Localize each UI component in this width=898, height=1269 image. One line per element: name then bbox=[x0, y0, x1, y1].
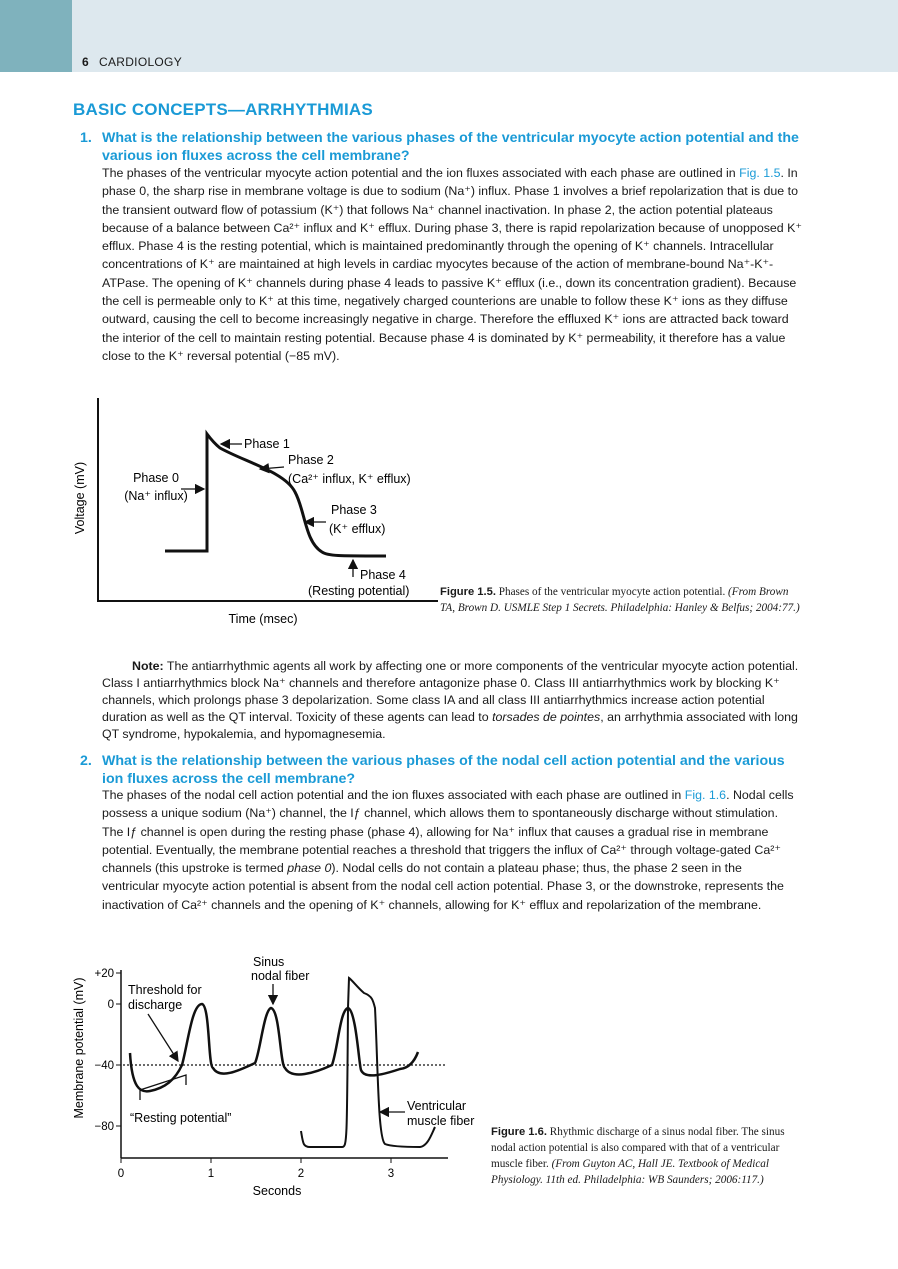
question-1 bbox=[80, 129, 800, 165]
y-tick-label: −80 bbox=[94, 1121, 114, 1133]
x-tick-label: 2 bbox=[297, 1168, 305, 1180]
figure-1-6 bbox=[60, 948, 490, 1203]
x-ticks bbox=[118, 1158, 394, 1180]
running-header bbox=[82, 55, 182, 69]
question-text: What is the relationship between the various phases of the nodal cell action potential and the various ion fluxes across the cell membrane? bbox=[102, 753, 785, 787]
note-text: The antiarrhythmic agents all work by affecting one or more components of the ventricular myocyte action potential. Class I antiarrhythmics block Na⁺ channels and therefore antagonize phase 0. Class III antiarrhythmics work by blocking K⁺ channels, which prolongs phase 3 depolarization. Some class IA and all class III antiarrhythmics increase action potential duration as well as the QT interval. Toxicity of these agents can lead to bbox=[102, 659, 799, 724]
ventricular-label: Ventricular bbox=[407, 1099, 467, 1113]
threshold-label: discharge bbox=[128, 998, 183, 1012]
phase-4-sub: (Resting potential) bbox=[308, 584, 410, 598]
figure-1-6-caption bbox=[491, 1124, 796, 1188]
phase-3-label: Phase 3 bbox=[331, 503, 377, 517]
phase-0-label: Phase 0 bbox=[133, 471, 179, 485]
y-axis-label: Membrane potential (mV) bbox=[72, 977, 86, 1119]
answer-italic: phase 0 bbox=[287, 861, 332, 876]
threshold-label: Threshold for bbox=[128, 983, 202, 997]
phase-0-sub: (Na⁺ influx) bbox=[124, 489, 188, 503]
question-number: 1. bbox=[80, 130, 92, 146]
x-tick-label: 0 bbox=[117, 1168, 125, 1180]
caption-text: Phases of the ventricular myocyte action potential. bbox=[498, 586, 726, 598]
figure-link[interactable]: Fig. 1.5 bbox=[739, 166, 781, 180]
question-2 bbox=[80, 752, 800, 788]
x-axis-label: Time (msec) bbox=[228, 612, 298, 626]
section-title: BASIC CONCEPTS—ARRHYTHMIAS bbox=[73, 100, 373, 119]
threshold-arrow bbox=[148, 1014, 178, 1061]
running-title: CARDIOLOGY bbox=[98, 55, 182, 69]
figure-1-5 bbox=[60, 390, 440, 635]
phase-3-sub: (K⁺ efflux) bbox=[329, 522, 386, 536]
y-tick-label: −40 bbox=[94, 1060, 114, 1072]
figure-1-5-caption bbox=[440, 584, 800, 616]
x-tick-label: 1 bbox=[207, 1168, 215, 1180]
phase-4-label: Phase 4 bbox=[360, 568, 406, 582]
resting-label: “Resting potential” bbox=[130, 1111, 232, 1125]
answer-text: ). Nodal cells do not contain a plateau phase; thus, the phase 2 seen in the ventricular myocyte action potential is absent from the nodal cell action potential. Phase 3, or the downstroke, represents the inactivation of Ca²⁺ channels and the opening of K⁺ channels, allowing for K⁺ efflux and repolarization of the membrane. bbox=[102, 861, 784, 912]
answer-text: The phases of the ventricular myocyte action potential and the ion fluxes associated with each phase are outlined in bbox=[102, 166, 740, 180]
caption-label: Figure 1.5. bbox=[440, 586, 496, 598]
ventricular-label: muscle fiber bbox=[407, 1114, 475, 1128]
caption-text: Rhythmic discharge of a sinus nodal fiber. The sinus nodal action potential is also compared with that of a ventricular muscle fiber. bbox=[491, 1126, 785, 1170]
answer-1 bbox=[102, 164, 802, 365]
y-tick-label: +20 bbox=[94, 968, 114, 980]
note-italic: torsades de pointes bbox=[492, 710, 601, 724]
question-text: What is the relationship between the various phases of the ventricular myocyte action potential and the various ion fluxes across the cell membrane? bbox=[102, 130, 799, 164]
page-number: 6 bbox=[82, 55, 89, 69]
x-axis-label: Seconds bbox=[252, 1184, 302, 1198]
answer-text: . In phase 0, the sharp rise in membrane voltage is due to sodium (Na⁺) influx. Phase 1 involves a brief repolarization that is due to the transient outward flow of potassium (K⁺) that follows Na⁺ channel inactivation. In phase 2, the action potential plateaus because of a balance between Ca²⁺ influx and K⁺ efflux. During phase 3, there is rapid repolarization because of unopposed K⁺ efflux. Phase 4 is the resting potential, which is maintained predominantly through the opening of K⁺ channels. Intracellular concentrations of K⁺ are maintained at high levels in cardiac myocytes because of the action of membrane-bound Na⁺-K⁺-ATPase. The opening of K⁺ channels during phase 4 leads to passive K⁺ efflux (i.e., down its concentration gradient). Because the cell is permeable only to K⁺ at this time, negatively charged counterions are unable to follow these K⁺ ions as they diffuse outward, causing the cell to become increasingly negative in charge. Therefore the effluxed K⁺ ions are attracted back toward the interior of the cell to maintain resting potential. Because phase 4 is dominated by K⁺ permeability, it therefore has a value close to the K⁺ reversal potential (−85 mV). bbox=[102, 166, 802, 363]
y-axis-label: Voltage (mV) bbox=[73, 461, 87, 535]
figure-link[interactable]: Fig. 1.6 bbox=[684, 788, 727, 802]
y-ticks bbox=[94, 968, 121, 1133]
note-text: , an arrhythmia associated with long QT syndrome, hypokalemia, and hypomagnesemia. bbox=[102, 710, 798, 741]
phase-2-sub: (Ca²⁺ influx, K⁺ efflux) bbox=[288, 472, 411, 486]
phase-2-label: Phase 2 bbox=[288, 453, 334, 467]
answer-2 bbox=[102, 786, 802, 914]
caption-label: Figure 1.6. bbox=[491, 1126, 547, 1138]
y-tick-label: 0 bbox=[107, 999, 114, 1011]
note-paragraph bbox=[102, 658, 802, 743]
answer-text: . Nodal cells possess a unique sodium (Na⁺) channel, the Iƒ channel, which allows them to spontaneously discharge without stimulation. The Iƒ channel is open during the resting phase (phase 4), allowing for Na⁺ influx that causes a gradual rise in membrane potential. Eventually, the membrane potential reaches a threshold that triggers the influx of Ca²⁺ through voltage-gated Ca²⁺ channels (this upstroke is termed bbox=[102, 788, 794, 876]
x-tick-label: 3 bbox=[387, 1168, 395, 1180]
note-label: Note: bbox=[132, 659, 164, 673]
caption-source: (From Guyton AC, Hall JE. Textbook of Medical Physiology. 11th ed. Philadelphia: WB Saunders; 2006:117.) bbox=[491, 1158, 769, 1186]
phase-1-label: Phase 1 bbox=[244, 437, 290, 451]
action-potential-curve bbox=[165, 434, 386, 556]
sinus-label: Sinus bbox=[253, 955, 285, 969]
header-color-block bbox=[0, 0, 72, 72]
caption-source: (From Brown TA, Brown D. USMLE Step 1 Secrets. Philadelphia: Hanley & Belfus; 2004:77.) bbox=[440, 586, 800, 614]
answer-text: The phases of the nodal cell action potential and the ion fluxes associated with each phase are outlined in bbox=[102, 788, 685, 802]
question-number: 2. bbox=[80, 753, 92, 769]
sinus-label: nodal fiber bbox=[251, 969, 310, 983]
